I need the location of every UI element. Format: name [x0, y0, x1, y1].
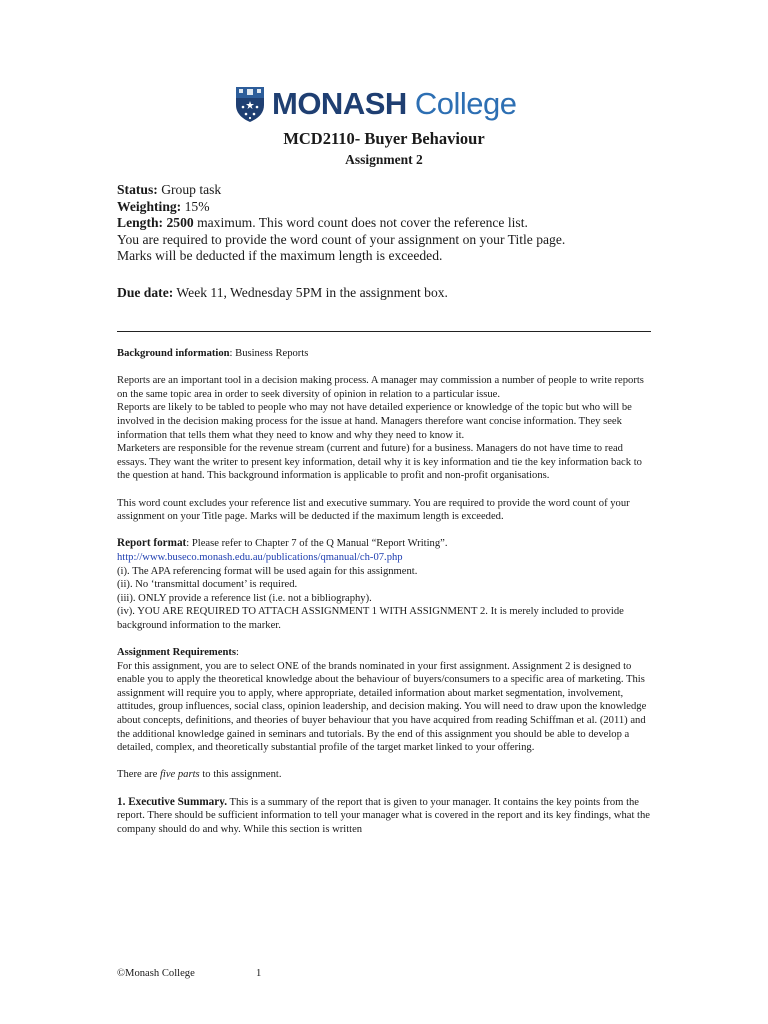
report-format-heading: Report format: Please refer to Chapter 7 of the Q Manual “Report Writing”. — [117, 537, 448, 550]
status-line: Status: Group task — [117, 182, 222, 197]
qmanual-link[interactable]: http://www.buseco.monash.edu.au/publications/qmanual/ch-07.php — [117, 551, 403, 563]
requirements-paragraph: For this assignment, you are to select ONE of the brands nominated in your first assignment. Assignment 2 is designed to enable you to apply the theoretical knowledge about the behaviour of buyers/consumers to a specific area of marketing. This assignment will require you to apply, where appropriate, detailed information about market segmentation, involvement, attitudes, group influences, social class, opinion leadership, and decision making. You will need to draw upon the knowledge about concepts, definitions, and theories of buyer behaviour that you have acquired from reading Schiffman et al. (2011) and the additional knowledge gained in seminars and tutorials. By the end of this assignment you should be able to develop a detailed, complex, and theoretically substantial profile of the target market linked to your offering. — [117, 660, 647, 754]
parts-line: There are five parts to this assignment. — [117, 769, 282, 781]
document-body — [117, 347, 654, 836]
format-item-1: (i). The APA referencing format will be used again for this assignment. — [117, 565, 418, 577]
background-paragraph-2: Reports are likely to be tabled to people who may not have detailed experience or knowledge of the topic but who will be involved in the decision making process for the issue at hand. Managers therefore want concise information. They seek information that tells them what they need to know and why they need to know it. — [117, 402, 632, 441]
wordcount-line: You are required to provide the word count of your assignment on your Title page. — [117, 231, 566, 247]
format-item-2: (ii). No ‘transmittal document’ is required. — [117, 579, 298, 591]
monash-shield-icon — [234, 85, 266, 123]
executive-summary-paragraph: 1. Executive Summary. This is a summary of the report that is given to your manager. It contains the key points from the report. There should be sufficient information to tell your manager what is covered in the report and its key findings, what the company should do and why. While this section is written — [117, 795, 650, 835]
marks-line: Marks will be deducted if the maximum length is exceeded. — [117, 248, 443, 263]
requirements-heading: Assignment Requirements: — [117, 647, 239, 659]
background-paragraph-1: Reports are an important tool in a decision making process. A manager may commission a number of people to write reports on the same topic area in order to seek diversity of opinion in relation to a particular issue. — [117, 375, 644, 400]
due-date-line: Due date: Week 11, Wednesday 5PM in the assignment box. — [117, 285, 448, 300]
logo-wordmark: MONASH College — [272, 86, 517, 121]
background-heading: Background information: Business Reports — [117, 348, 309, 359]
format-item-3: (iii). ONLY provide a reference list (i.e. not a bibliography). — [117, 592, 372, 604]
footer-page-number: 1 — [256, 968, 262, 979]
weighting-line: Weighting: 15% — [117, 198, 210, 214]
horizontal-rule — [117, 331, 651, 332]
assignment-meta — [117, 182, 677, 265]
background-paragraph-3: Marketers are responsible for the revenue stream (current and future) for a business. Managers do not have time to read essays. They want the writer to present key information, detail why it is key information and tie the key information back to the question at hand. This background information is applicable to profit and non-profit organisations. — [117, 443, 642, 482]
document-title: MCD2110- Buyer Behaviour — [283, 129, 485, 148]
wordcount-paragraph: This word count excludes your reference list and executive summary. You are required to provide the word count of your assignment on your Title page. Marks will be deducted if the maximum length is exceeded. — [117, 497, 630, 523]
length-line: Length: 2500 maximum. This word count does not cover the reference list. — [117, 215, 528, 230]
document-subtitle: Assignment 2 — [345, 152, 423, 167]
monash-college-logo — [234, 84, 517, 124]
format-item-4: (iv). YOU ARE REQUIRED TO ATTACH ASSIGNMENT 1 WITH ASSIGNMENT 2. It is merely included to provide background information to the marker. — [117, 606, 624, 631]
footer-copyright: ©Monash College — [117, 968, 195, 979]
